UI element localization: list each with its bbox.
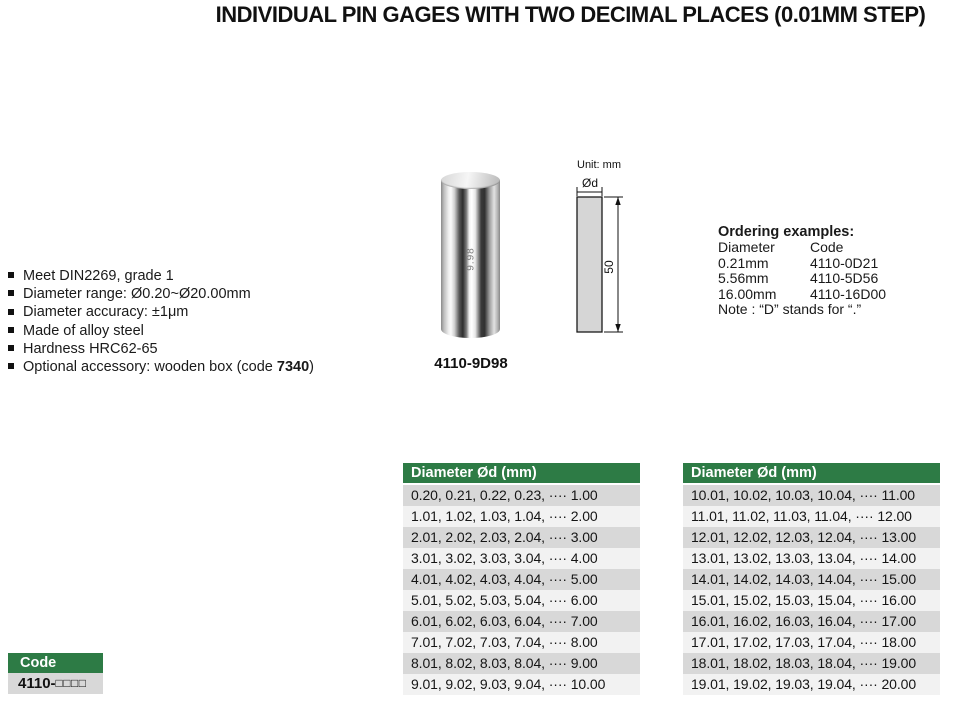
ordering-examples [718,224,886,318]
ordering-code: 4110-5D56 [810,270,879,287]
ordering-note: Note : “D” stands for “.” [718,301,862,318]
feature-text: Meet DIN2269, grade 1 [23,268,174,284]
table-row: 8.01, 8.02, 8.03, 8.04, ···· 9.00 [403,653,640,674]
bullet-square-icon [8,327,14,333]
feature-text: Optional accessory: wooden box (code [23,358,277,375]
code-box-value [8,673,103,694]
product-model-label: 4110-9D98 [434,355,508,372]
feature-text: Diameter range: Ø0.20~Ø20.00mm [23,286,251,303]
table-row: 18.01, 18.02, 18.03, 18.04, ···· 19.00 [683,653,940,674]
bullet-square-icon [8,290,14,296]
diameter-dim-label: Ød [582,176,599,190]
table-row: 1.01, 1.02, 1.03, 1.04, ···· 2.00 [403,506,640,527]
pin-body [441,180,500,338]
table-row: 16.01, 16.02, 16.03, 16.04, ···· 17.00 [683,611,940,632]
dimension-drawing [565,150,645,345]
ordering-col-diameter: Diameter [718,239,775,255]
feature-text: Diameter accuracy: ±1μm [23,304,189,321]
ordering-code: 4110-16D00 [810,285,887,302]
feature-item [8,340,314,358]
diameter-table-2 [683,463,940,695]
table-row: 19.01, 19.02, 19.03, 19.04, ···· 20.00 [683,674,940,695]
table-row: 14.01, 14.02, 14.03, 14.04, ···· 15.00 [683,569,940,590]
table-header: Diameter Ød (mm) [683,463,940,485]
ordering-code: 4110-0D21 [810,254,879,271]
table-row: 3.01, 3.02, 3.03, 3.04, ···· 4.00 [403,548,640,569]
feature-item [8,303,314,321]
pin-top-face [441,172,500,189]
table-row: 9.01, 9.02, 9.03, 9.04, ···· 10.00 [403,674,640,695]
table-row: 7.01, 7.02, 7.03, 7.04, ···· 8.00 [403,632,640,653]
feature-item [8,358,314,376]
unit-label: Unit: mm [577,159,621,171]
bullet-square-icon [8,363,14,369]
ordering-diameter: 0.21mm [718,254,769,271]
bullet-square-icon [8,345,14,351]
diameter-table-1 [403,463,640,695]
table-row: 2.01, 2.02, 2.03, 2.04, ···· 3.00 [403,527,640,548]
table-row: 6.01, 6.02, 6.03, 6.04, ···· 7.00 [403,611,640,632]
table-header: Diameter Ød (mm) [403,463,640,485]
bullet-square-icon [8,272,14,278]
ordering-diameter: 5.56mm [718,270,769,287]
length-dim-label: 50 [602,260,616,274]
pin-engraving: 9.98 [465,247,476,271]
ordering-heading: Ordering examples: [718,224,855,240]
ordering-table [718,240,886,302]
feature-item [8,322,314,340]
pin-outline-rect [577,197,602,332]
feature-text: Made of alloy steel [23,322,144,339]
table-row: 11.01, 11.02, 11.03, 11.04, ···· 12.00 [683,506,940,527]
feature-text: ) [309,358,315,375]
arrow-up-icon [615,197,620,205]
ordering-col-code: Code [810,239,844,255]
feature-text: Hardness HRC62-65 [23,340,158,357]
ordering-diameter: 16.00mm [718,285,777,302]
bullet-square-icon [8,309,14,315]
code-prefix: 4110- [18,675,56,692]
code-box [8,653,103,694]
feature-accessory-code: 7340 [276,358,310,375]
table-row: 4.01, 4.02, 4.03, 4.04, ···· 5.00 [403,569,640,590]
page-title: INDIVIDUAL PIN GAGES WITH TWO DECIMAL PLACES (0.01MM STEP) [215,2,926,27]
code-box-header: Code [8,653,103,673]
table-row: 5.01, 5.02, 5.03, 5.04, ···· 6.00 [403,590,640,611]
table-row: 13.01, 13.02, 13.03, 13.04, ···· 14.00 [683,548,940,569]
code-placeholder-squares: □□□□ [55,676,87,690]
table-row: 10.01, 10.02, 10.03, 10.04, ···· 11.00 [683,485,940,506]
feature-list [8,267,314,376]
table-row: 0.20, 0.21, 0.22, 0.23, ···· 1.00 [403,485,640,506]
table-row: 15.01, 15.02, 15.03, 15.04, ···· 16.00 [683,590,940,611]
arrow-down-icon [615,324,620,332]
table-row: 17.01, 17.02, 17.03, 17.04, ···· 18.00 [683,632,940,653]
feature-item [8,285,314,303]
pin-gage-photo [441,172,500,338]
feature-item [8,267,314,285]
table-row: 12.01, 12.02, 12.03, 12.04, ···· 13.00 [683,527,940,548]
